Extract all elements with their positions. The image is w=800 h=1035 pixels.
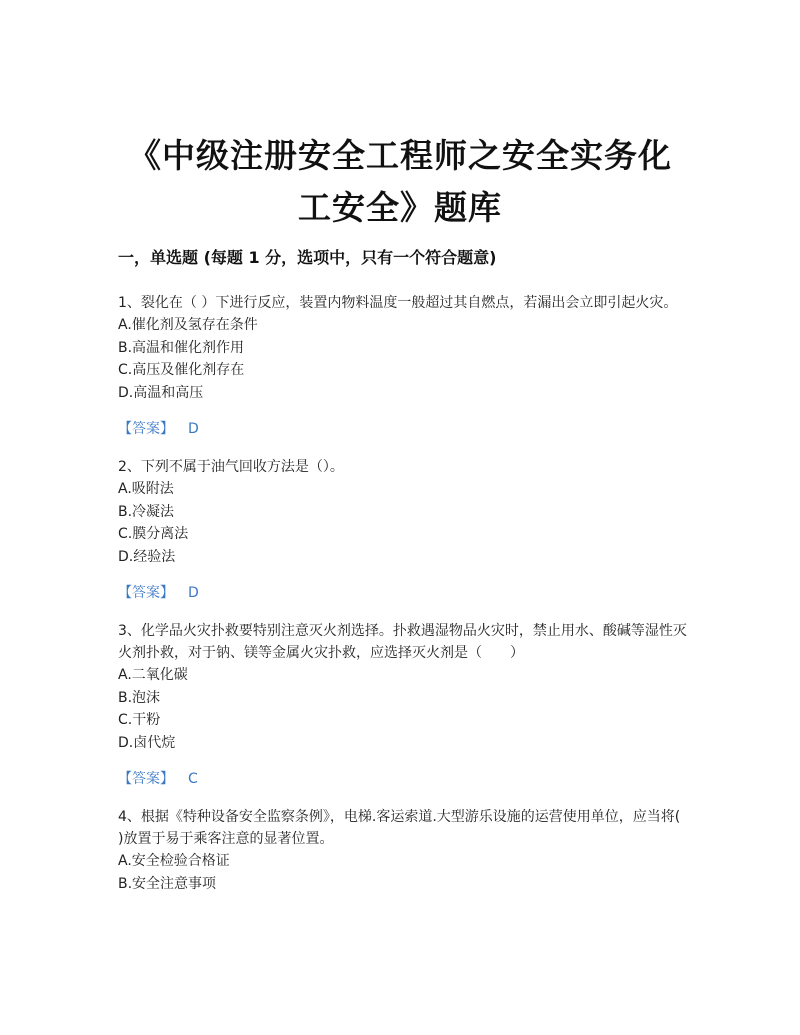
question-1 bbox=[118, 292, 688, 440]
question-stem: 2、下列不属于油气回收方法是（）。 bbox=[118, 459, 344, 475]
document-title bbox=[100, 130, 700, 234]
answer-line bbox=[118, 418, 688, 440]
question-stem: 1、裂化在（ ）下进行反应，装置内物料温度一般超过其自燃点，若漏出会立即引起火灾。 bbox=[118, 295, 678, 311]
answer-value: C bbox=[188, 771, 198, 787]
option-c: C.高压及催化剂存在 bbox=[118, 362, 245, 378]
question-stem: 3、化学品火灾扑救要特别注意灭火剂选择。扑救遇湿物品火灾时，禁止用水、酸碱等湿性灭火剂扑救，对于钠、镁等金属火灾扑救，应选择灭火剂是（ ） bbox=[118, 623, 687, 661]
answer-line bbox=[118, 768, 688, 790]
option-d: D.经验法 bbox=[118, 548, 176, 565]
answer-label: 【答案】 bbox=[118, 421, 174, 437]
question-list bbox=[118, 292, 688, 895]
option-c: C.干粉 bbox=[118, 712, 161, 728]
answer-label: 【答案】 bbox=[118, 771, 174, 787]
option-d: D.卤代烷 bbox=[118, 734, 176, 751]
answer-label: 【答案】 bbox=[118, 585, 174, 601]
option-b: B.泡沫 bbox=[118, 689, 161, 706]
option-a: A.催化剂及氢存在条件 bbox=[118, 317, 258, 333]
question-3 bbox=[118, 620, 688, 790]
option-c: C.膜分离法 bbox=[118, 526, 189, 542]
answer-value: D bbox=[188, 585, 199, 601]
option-a: A.安全检验合格证 bbox=[118, 853, 230, 869]
question-4 bbox=[118, 806, 688, 895]
option-d: D.高温和高压 bbox=[118, 384, 204, 401]
answer-value: D bbox=[188, 421, 199, 437]
option-b: B.冷凝法 bbox=[118, 503, 175, 520]
question-2 bbox=[118, 456, 688, 604]
option-a: A.吸附法 bbox=[118, 481, 174, 497]
option-a: A.二氧化碳 bbox=[118, 667, 188, 683]
section-heading: 一，单选题 (每题 1 分，选项中，只有一个符合题意) bbox=[118, 248, 497, 267]
answer-line bbox=[118, 582, 688, 604]
option-b: B.安全注意事项 bbox=[118, 875, 217, 892]
document-title-line-1: 《中级注册安全工程师之安全实务化 bbox=[128, 136, 672, 176]
question-stem: 4、根据《特种设备安全监察条例》，电梯.客运索道.大型游乐设施的运营使用单位，应当将( )放置于易于乘客注意的显著位置。 bbox=[118, 809, 681, 847]
option-b: B.高温和催化剂作用 bbox=[118, 339, 245, 356]
document-title-line-2: 工安全》题库 bbox=[298, 188, 502, 228]
